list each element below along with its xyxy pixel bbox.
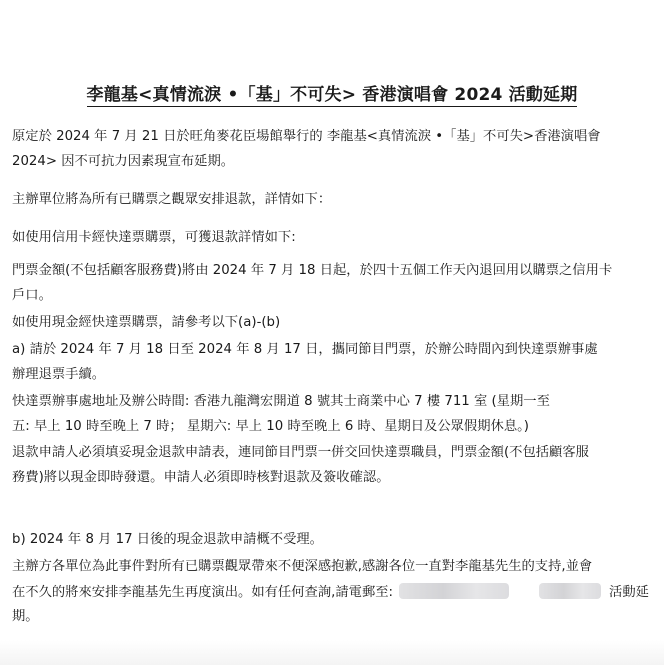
contact-tail-text: 活動延 (609, 585, 649, 600)
paragraph-line: 主辦單位將為所有已購票之觀眾安排退款，詳情如下： (12, 192, 332, 207)
contact-line (12, 580, 657, 605)
paragraph-line: 門票金額(不包括顧客服務費)將由 2024 年 7 月 18 日起，於四十五個工作天內退回用以購票之信用卡 (12, 263, 613, 278)
paragraph-line: 如使用現金經快達票購票，請參考以下(a)-(b) (12, 315, 281, 330)
paragraph-line: 主辦方各單位為此事件對所有已購票觀眾帶來不便深感抱歉,感謝各位一直對李龍基先生的支持,並會 (12, 559, 593, 574)
paragraph-line: 原定於 2024 年 7 月 21 日於旺角麥花臣場館舉行的 李龍基<真情流淚 •「基」不可失>香港演唱會 (12, 129, 601, 144)
paragraph-line: 2024> 因不可抗力因素現宣布延期。 (12, 154, 235, 169)
redacted-email-part (539, 583, 601, 599)
paragraph-line: 五: 早上 10 時至晚上 7 時； 星期六: 早上 10 時至晚上 6 時、星期日及公眾假期休息。) (12, 419, 529, 434)
page-bottom-shadow (0, 640, 664, 665)
paragraph-line: 務費)將以現金即時發還。申請人必須即時核對退款及簽收確認。 (12, 470, 390, 485)
paragraph-line: 退款申請人必須填妥現金退款申請表，連同節目門票一併交回快達票職員，門票金額(不包括顧客服 (12, 445, 589, 460)
paragraph-line: 戶口。 (12, 288, 52, 303)
paragraph-line: 辦理退票手續。 (12, 367, 106, 382)
paragraph-line: b) 2024 年 8 月 17 日後的現金退款申請概不受理。 (12, 532, 323, 547)
paragraph-line: 期。 (12, 609, 39, 624)
document-title: 李龍基<真情流淚 •「基」不可失> 香港演唱會 2024 活動延期 (86, 85, 578, 105)
paragraph-line: 如使用信用卡經快達票購票，可獲退款詳情如下: (12, 230, 296, 245)
redacted-email (399, 583, 509, 599)
paragraph-line: 快達票辦事處地址及辦公時間: 香港九龍灣宏開道 8 號其士商業中心 7 樓 711 室 (星期一至 (12, 394, 550, 409)
paragraph-line: a) 請於 2024 年 7 月 18 日至 2024 年 8 月 17 日，攜同節目門票，於辦公時間內到快達票辦事處 (12, 342, 598, 357)
contact-text: 在不久的將來安排李龍基先生再度演出。如有任何查詢,請電郵至: (12, 585, 394, 600)
